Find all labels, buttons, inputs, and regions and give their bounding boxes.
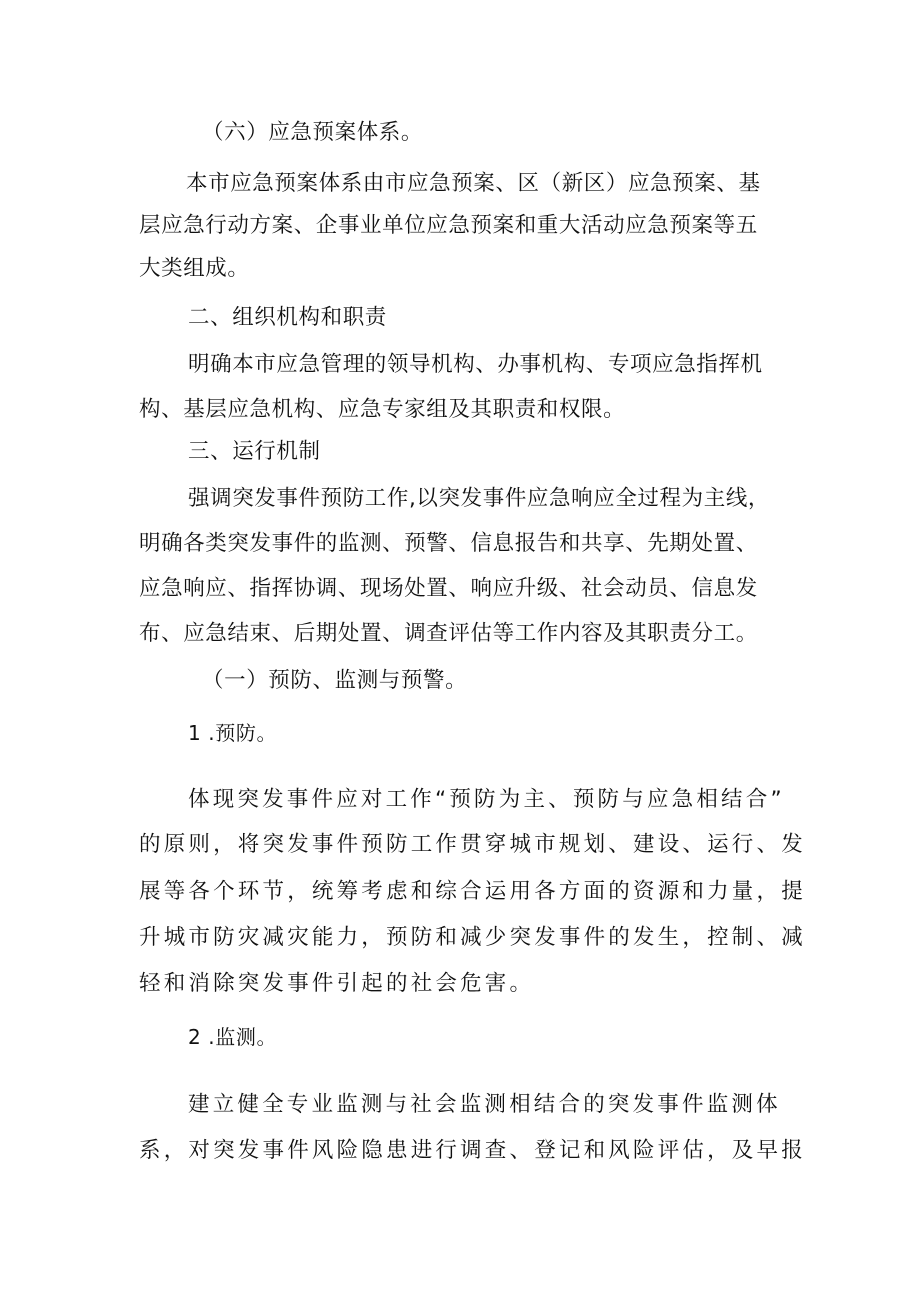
paragraph-line: 明确本市应急管理的领导机构、办事机构、专项应急指挥机 [188,352,763,377]
paragraph-line: 展等各个环节，统筹考虑和综合运用各方面的资源和力量，提 [139,879,806,904]
subsection-heading: （一）预防、监测与预警。 [202,668,468,693]
paragraph-line: 本市应急预案体系由市应急预案、区（新区）应急预案、基 [186,171,761,196]
paragraph-line: 系，对突发事件风险隐患进行调查、登记和风险评估，及早报 [139,1138,806,1163]
paragraph-line: 强调突发事件预防工作,以突发事件应急响应全过程为主线， [188,486,771,511]
section-heading: （六）应急预案体系。 [202,120,424,145]
section-heading: 三、运行机制 [188,439,321,464]
section-heading: 二、组织机构和职责 [188,305,387,330]
list-item-heading: 2 .监测。 [188,1025,278,1049]
paragraph-line: 建立健全专业监测与社会监测相结合的突发事件监测体 [188,1092,781,1117]
paragraph-line: 布、应急结束、后期处置、调查评估等工作内容及其职责分工。 [139,621,758,646]
paragraph-line: 轻和消除突发事件引起的社会危害。 [139,971,535,996]
paragraph-line: 应急响应、指挥协调、现场处置、响应升级、社会动员、信息发 [139,576,758,601]
paragraph-line: 构、基层应急机构、应急专家组及其职责和权限。 [139,397,626,422]
paragraph-line: 明确各类突发事件的监测、预警、信息报告和共享、先期处置、 [139,531,758,556]
list-item-heading: 1 .预防。 [188,721,278,745]
paragraph-line: 体现突发事件应对工作“预防为主、预防与应急相结合” [188,787,785,812]
paragraph-line: 层应急行动方案、企事业单位应急预案和重大活动应急预案等五 [139,213,758,238]
paragraph-line: 的原则，将突发事件预防工作贯穿城市规划、建设、运行、发 [139,832,806,857]
paragraph-line: 升城市防灾减灾能力，预防和减少突发事件的发生，控制、减 [139,925,806,950]
paragraph-line: 大类组成。 [139,256,250,281]
